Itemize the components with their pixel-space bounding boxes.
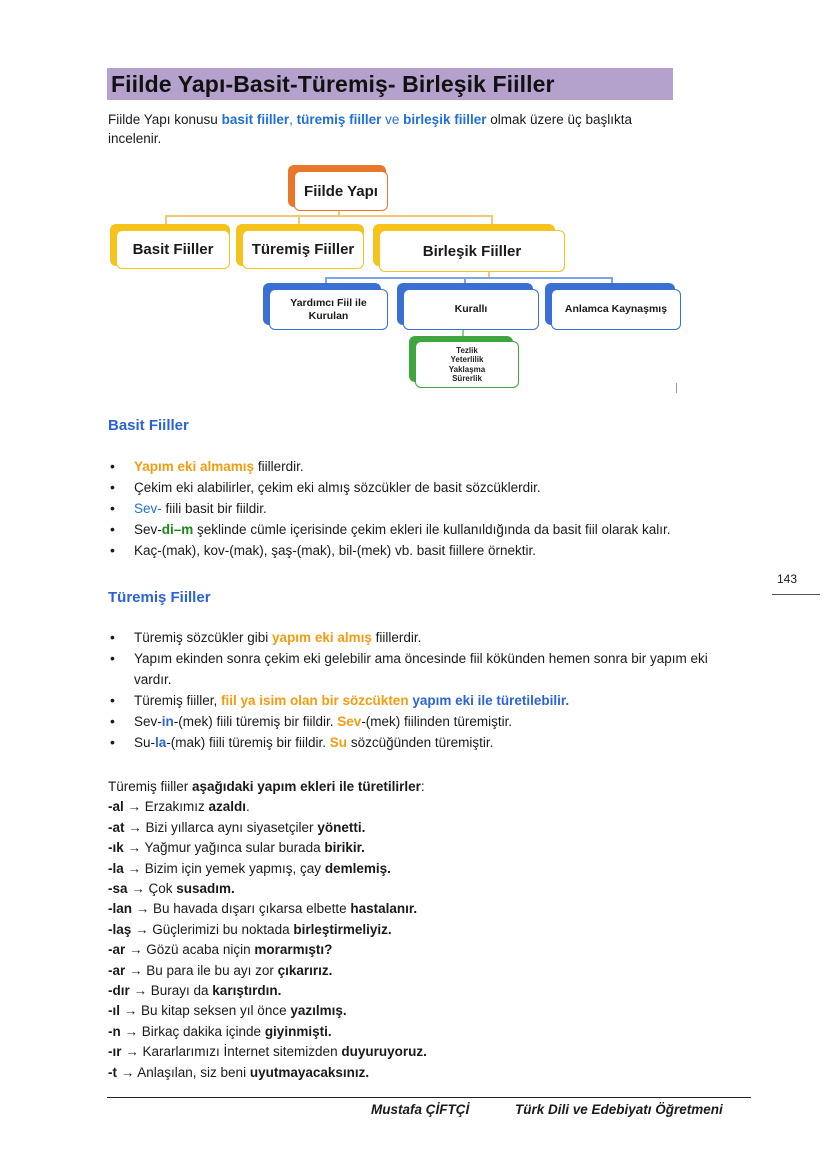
intro-keyword-turemis: türemiş fiiller (296, 112, 382, 127)
item-text: Su- (134, 735, 156, 750)
item-text: Yapım ekinden sonra çekim eki gelebilir ama öncesinde fiil kökünden hemen sonra bir yapım eki vardır. (134, 651, 708, 687)
example-sentence: → Bu para ile bu ayı zor (125, 962, 278, 978)
item-text: -(mek) fiili türemiş bir fiildir. (173, 714, 338, 729)
highlight-text: la (155, 735, 167, 750)
example-sentence: → Erzakımız (123, 799, 209, 815)
suffix-example-row (108, 1022, 427, 1042)
diagram-node-kuralli-types (415, 341, 519, 388)
intro-text-end: olmak üzere üç başlıkta incelenir. (108, 112, 633, 146)
example-verb: yazılmış. (290, 1003, 347, 1019)
example-verb: karıştırdın. (212, 983, 282, 999)
highlight-text: fiil ya isim olan bir sözcükten (221, 693, 409, 708)
suffix-label: -dır (108, 983, 130, 999)
item-text: sözcüğünden türemiştir. (347, 735, 494, 750)
footer-author: Mustafa ÇİFTÇİ (371, 1102, 470, 1117)
example-verb: susadım. (176, 881, 235, 897)
example-sentence: → Bu kitap seksen yıl önce (120, 1003, 291, 1019)
list-item (108, 690, 728, 711)
item-text: Türemiş sözcükler gibi (134, 630, 273, 645)
highlight-text: yapım eki ile türetilebilir. (412, 693, 570, 708)
page-number: 143 (777, 572, 798, 586)
turemis-list (108, 627, 728, 753)
footer-rule (107, 1097, 751, 1098)
highlight-text: in (161, 714, 174, 729)
suffix-label: -ar (108, 962, 126, 978)
highlight-text: Sev- (134, 501, 162, 516)
diagram-node-kuralli: Kurallı (403, 289, 539, 330)
diagram-node-anlamca: Anlamca Kaynaşmış (551, 289, 681, 330)
list-item (108, 477, 748, 498)
example-verb: birikir. (324, 840, 365, 856)
item-text: Çekim eki alabilirler, çekim eki almış sözcükler de basit sözcüklerdir. (134, 480, 541, 495)
suffix-example-row (108, 940, 427, 960)
suffix-example-row (108, 859, 427, 879)
highlight-text: di–m (161, 522, 194, 537)
item-text: -(mek) fiilinden türemiştir. (361, 714, 513, 729)
page-title: Fiilde Yapı-Basit-Türemiş- Birleşik Fiiller (111, 71, 555, 97)
suffix-label: -laş (108, 921, 132, 937)
example-verb: yönetti. (317, 819, 366, 835)
kuralli-type-item: Sürerlik (452, 374, 482, 383)
suffix-label: -sa (108, 881, 128, 897)
suffix-label: -ar (108, 942, 126, 958)
suffix-label: -n (108, 1023, 121, 1039)
example-sentence: → Bizim için yemek yapmış, çay (123, 860, 325, 876)
suffix-example-row (108, 797, 427, 817)
suffix-example-row (108, 818, 427, 838)
item-text: Türemiş fiiller (108, 779, 193, 794)
example-verb: demlemiş. (324, 860, 391, 876)
section-heading-basit: Basit Fiiller (108, 417, 189, 434)
example-verb: hastalanır. (350, 901, 418, 917)
example-sentence: → Gözü acaba niçin (125, 942, 255, 958)
example-verb: giyinmişti. (264, 1023, 332, 1039)
example-verb: birleştirmeliyiz. (293, 921, 392, 937)
intro-connector: ve (381, 112, 404, 127)
suffix-label: -t (108, 1064, 117, 1080)
suffix-label: -ık (108, 840, 124, 856)
example-verb: morarmıştı? (254, 942, 333, 958)
example-sentence: → Bizi yıllarca aynı siyasetçiler (124, 819, 318, 835)
example-sentence: → Kararlarımızı İnternet sitemizden (121, 1044, 342, 1060)
suffix-label: -at (108, 819, 125, 835)
example-verb: uyutmayacaksınız. (249, 1064, 370, 1080)
list-item (108, 456, 748, 477)
item-text: Sev- (134, 714, 162, 729)
diagram-node-basit: Basit Fiiller (116, 230, 230, 269)
list-item (108, 519, 748, 540)
kuralli-type-item: Yaklaşma (448, 364, 486, 374)
example-verb: azaldı (208, 799, 247, 815)
highlight-text: yapım eki almış (272, 630, 372, 645)
list-item (108, 732, 728, 753)
diagram-node-root: Fiilde Yapı (294, 171, 388, 211)
highlight-text: Yapım eki almamış (134, 459, 255, 474)
suffix-example-row (108, 838, 427, 858)
item-text: fiillerdir. (371, 630, 422, 645)
item-text: fiillerdir. (254, 459, 304, 474)
basit-list (108, 456, 748, 561)
footer-role: Türk Dili ve Edebiyatı Öğretmeni (515, 1102, 723, 1117)
example-sentence: → Anlaşılan, siz beni (117, 1064, 250, 1080)
suffix-example-row (108, 961, 427, 981)
suffix-label: -la (108, 860, 124, 876)
item-text: Türemiş fiiller, (134, 693, 222, 708)
item-text: -(mak) fiili türemiş bir fiildir. (166, 735, 330, 750)
example-verb: duyuruyoruz. (341, 1044, 427, 1060)
intro-comma: , (289, 112, 297, 127)
item-text: fiili basit bir fiildir. (161, 501, 267, 516)
suffix-label: -ıl (108, 1003, 120, 1019)
example-sentence: → Burayı da (129, 983, 213, 999)
diagram-node-birlesik: Birleşik Fiiller (379, 230, 565, 272)
list-item (108, 540, 748, 561)
suffix-example-row (108, 879, 427, 899)
item-bold: aşağıdaki yapım ekleri ile türetilirler (192, 779, 421, 794)
page-number-rule (772, 594, 820, 595)
diagram-node-yardimci: Yardımcı Fiil ile Kurulan (269, 289, 388, 330)
list-item (108, 648, 728, 690)
suffix-label: -lan (108, 901, 133, 917)
intro-keyword-birlesik: birleşik fiiller (403, 112, 487, 127)
suffix-example-row (108, 920, 427, 940)
section-heading-turemis: Türemiş Fiiller (108, 589, 211, 606)
diagram-node-turemis: Türemiş Fiiller (242, 230, 364, 269)
list-item (108, 498, 748, 519)
suffix-example-row (108, 899, 427, 919)
text-cursor (676, 383, 677, 393)
item-text: : (420, 779, 425, 794)
list-item (108, 627, 728, 648)
kuralli-type-item: Tezlik (456, 345, 478, 355)
suffix-examples (108, 777, 427, 1083)
item-text: Sev- (134, 522, 162, 537)
item-text: şeklinde cümle içerisinde çekim ekleri ile kullanıldığında da basit fiil olarak kalır. (193, 522, 671, 537)
intro-keyword-basit: basit fiiller (221, 112, 290, 127)
suffix-example-row (108, 981, 427, 1001)
suffix-example-row (108, 1063, 427, 1083)
kuralli-type-item: Yeterlilik (450, 355, 484, 364)
example-verb: çıkarırız. (277, 962, 333, 978)
example-sentence: → Güçlerimizi bu noktada (131, 921, 294, 937)
suffix-example-row (108, 1001, 427, 1021)
example-sentence: → Birkaç dakika içinde (120, 1023, 265, 1039)
example-sentence: → Çok (127, 881, 177, 897)
example-sentence: → Yağmur yağınca sular burada (123, 840, 325, 856)
list-item (108, 711, 728, 732)
example-end: . (246, 799, 250, 815)
suffix-example-row (108, 1042, 427, 1062)
highlight-text: Su (329, 735, 348, 750)
suffix-intro (108, 777, 427, 797)
highlight-text: Sev (337, 714, 362, 729)
example-sentence: → Bu havada dışarı çıkarsa elbette (132, 901, 351, 917)
suffix-label: -ır (108, 1044, 122, 1060)
structure-diagram (0, 0, 828, 400)
intro-text: Fiilde Yapı konusu (108, 112, 222, 127)
suffix-label: -al (108, 799, 124, 815)
item-text: Kaç-(mak), kov-(mak), şaş-(mak), bil-(mek) vb. basit fiillere örnektir. (134, 543, 537, 558)
